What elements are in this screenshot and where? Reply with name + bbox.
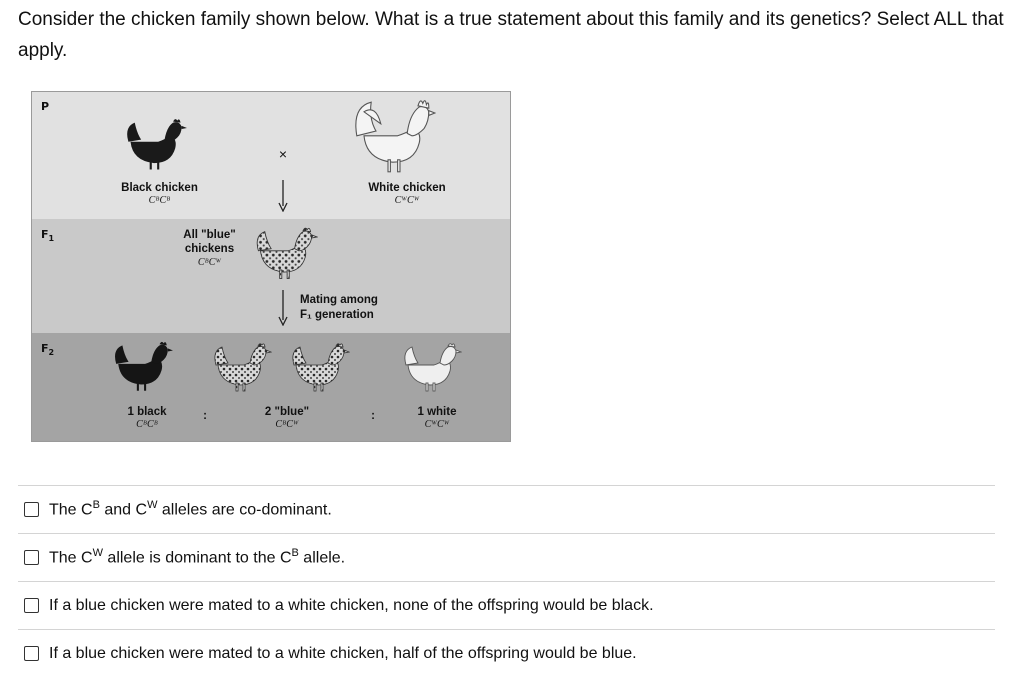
f2-white-hen-icon xyxy=(400,340,462,396)
choice-label: The $C^B$ and $C^W$ alleles are co-dominant. xyxy=(49,499,332,519)
f2-blue-hen-icon xyxy=(288,340,350,396)
f2-black-genotype: CᴮCᴮ xyxy=(136,419,158,430)
f1-label-line1: All "blue" xyxy=(183,229,236,241)
white-chicken-label: White chicken xyxy=(368,182,446,194)
f2-white-genotype: CᵂCᵂ xyxy=(424,419,450,430)
choice-codominant[interactable] xyxy=(18,485,995,533)
cross-symbol: × xyxy=(278,146,288,162)
f2-blue-genotype: CᴮCᵂ xyxy=(275,419,299,430)
white-chicken-genotype: CᵂCᵂ xyxy=(394,195,420,206)
generation-f2-label: $F_2$ xyxy=(41,342,55,358)
choice-none-black[interactable] xyxy=(18,581,995,629)
punnett-figure xyxy=(31,91,511,442)
p-to-f1-arrow-icon xyxy=(278,180,288,212)
checkbox[interactable] xyxy=(24,550,39,565)
mating-label-line1: Mating among xyxy=(300,294,378,306)
choice-label: The $C^W$ allele is dominant to the $C^B$ allele. xyxy=(49,547,346,567)
black-chicken-label: Black chicken xyxy=(121,182,198,194)
f2-blue-label: 2 "blue" xyxy=(264,406,310,418)
checkbox[interactable] xyxy=(24,598,39,613)
generation-f1-label: $F_1$ xyxy=(41,228,55,244)
f1-to-f2-arrow-icon xyxy=(278,290,288,326)
black-chicken-genotype: CᴮCᴮ xyxy=(148,195,171,206)
choice-label: If a blue chicken were mated to a white chicken, half of the offspring would be blue. xyxy=(49,644,637,662)
question-text: Consider the chicken family shown below. What is a true statement about this family and its genetics? Select ALL that apply. xyxy=(18,9,1004,61)
f2-black-label: 1 black xyxy=(127,406,167,418)
generation-p-label: P xyxy=(41,100,50,113)
f2-blue-hen-icon xyxy=(210,340,272,396)
f2-black-hen-icon xyxy=(110,338,174,396)
f1-label-line2: chickens xyxy=(184,243,235,255)
mating-label-line2: F₁ generation xyxy=(300,309,374,321)
choice-label: If a blue chicken were mated to a white chicken, none of the offspring would be black. xyxy=(49,596,654,614)
black-hen-icon xyxy=(122,114,188,176)
choice-cw-dominant[interactable] xyxy=(18,533,995,581)
f1-genotype: CᴮCᵂ xyxy=(197,257,222,268)
ratio-separator: : xyxy=(203,410,207,422)
checkbox[interactable] xyxy=(24,502,39,517)
f2-white-label: 1 white xyxy=(417,406,457,418)
checkbox[interactable] xyxy=(24,646,39,661)
ratio-separator: : xyxy=(371,410,375,422)
answer-choices xyxy=(18,485,995,677)
white-rooster-icon xyxy=(352,96,436,178)
choice-half-blue[interactable] xyxy=(18,629,995,677)
blue-hen-icon xyxy=(252,224,318,284)
